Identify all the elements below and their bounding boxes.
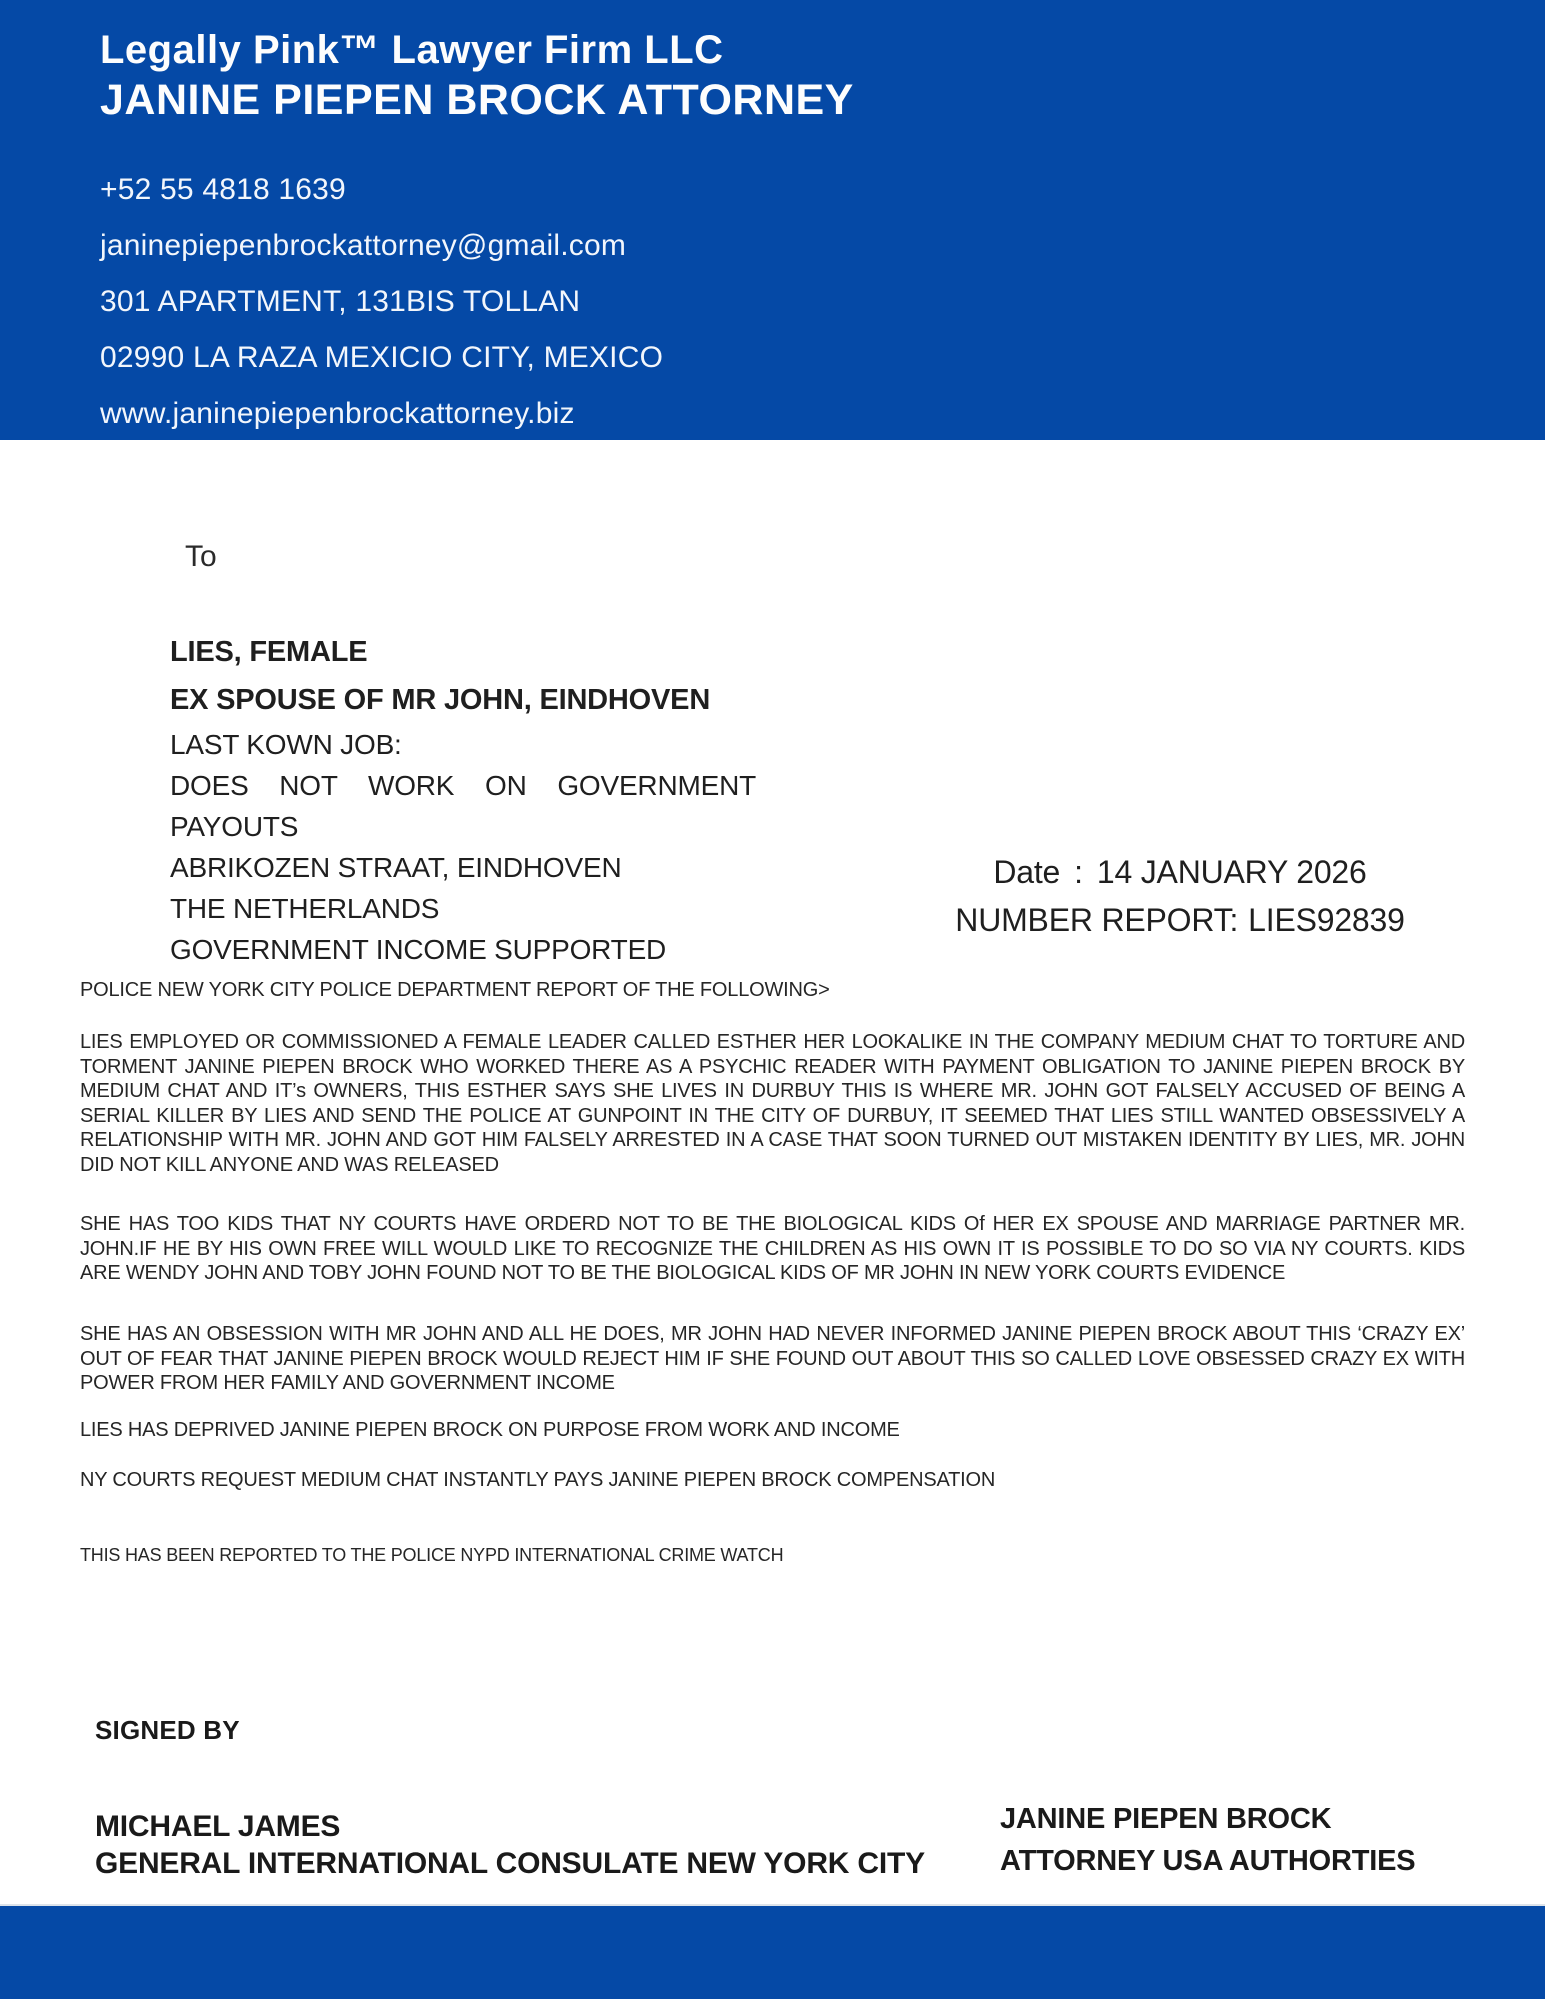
recipient-job-line-2: PAYOUTS <box>170 811 299 842</box>
attorney-signature-name: JANINE PIEPEN BROCK <box>1000 1803 1332 1835</box>
paragraph-accusation: LIES EMPLOYED OR COMMISSIONED A FEMALE LEADER CALLED ESTHER HER LOOKALIKE IN THE COMPANY MEDIUM CHAT TO TORTURE AND TORMENT JANINE PIEPEN BROCK WHO WORKED THERE AS A PSYCHIC READER WITH PAYMENT OBLIGATION TO JANINE PIEPEN BROCK BY MEDIUM CHAT AND IT’s OWNERS, THIS ESTHER SAYS SHE LIVES IN DURBUY THIS IS WHERE MR. JOHN GOT FALSELY ACCUSED OF BEING A SERIAL KILLER BY LIES AND SEND THE POLICE AT GUNPOINT IN THE CITY OF DURBUY, IT SEEMED THAT LIES STILL WANTED OBSESSIVELY A RELATIONSHIP WITH MR. JOHN AND GOT HIM FALSELY ARRESTED IN A CASE THAT SOON TURNED OUT MISTAKEN IDENTITY BY LIES, MR. JOHN DID NOT KILL ANYONE AND WAS RELEASED <box>80 1031 1465 1176</box>
report-label: NUMBER REPORT: <box>955 902 1239 938</box>
report-intro-line: POLICE NEW YORK CITY POLICE DEPARTMENT REPORT OF THE FOLLOWING> <box>80 979 830 1001</box>
address-line-2: 02990 LA RAZA MEXICIO CITY, MEXICO <box>100 341 664 374</box>
attorney-signature-title: ATTORNEY USA AUTHORTIES <box>1000 1845 1416 1877</box>
paragraph-obsession: SHE HAS AN OBSESSION WITH MR JOHN AND ALL HE DOES, MR JOHN HAD NEVER INFORMED JANINE PIEPEN BROCK ABOUT THIS ‘CRAZY EX’ OUT OF FEAR THAT JANINE PIEPEN BROCK WOULD REJECT HIM IF SHE FOUND OUT ABOUT THIS SO CALLED LOVE OBSESSED CRAZY EX WITH POWER FROM HER FAMILY AND GOVERNMENT INCOME <box>80 1323 1465 1394</box>
recipient-address-line: ABRIKOZEN STRAAT, EINDHOVEN <box>170 852 622 883</box>
recipient-income-line: GOVERNMENT INCOME SUPPORTED <box>170 934 667 965</box>
phone-number: +52 55 4818 1639 <box>100 173 346 206</box>
meta-block <box>900 848 1460 944</box>
recipient-name-line: LIES, FEMALE <box>170 636 368 668</box>
date-label: Date <box>993 854 1061 890</box>
report-value: LIES92839 <box>1248 902 1405 938</box>
recipient-job-label: LAST KOWN JOB: <box>170 729 402 760</box>
date-line <box>900 848 1460 896</box>
signer-right-block <box>1000 1798 1480 1882</box>
paragraph-compensation: NY COURTS REQUEST MEDIUM CHAT INSTANTLY PAYS JANINE PIEPEN BROCK COMPENSATION <box>80 1469 996 1491</box>
address-line-1: 301 APARTMENT, 131BIS TOLLAN <box>100 285 581 318</box>
signer-left-block <box>95 1808 925 1882</box>
police-report-footnote: THIS HAS BEEN REPORTED TO THE POLICE NYPD INTERNATIONAL CRIME WATCH <box>80 1545 784 1565</box>
attorney-name: JANINE PIEPEN BROCK ATTORNEY <box>100 76 854 124</box>
signer-name: MICHAEL JAMES <box>95 1810 341 1843</box>
signer-title: GENERAL INTERNATIONAL CONSULATE NEW YORK CITY <box>95 1847 925 1880</box>
signed-by-label: SIGNED BY <box>95 1715 240 1745</box>
date-separator: : <box>1074 854 1083 890</box>
to-label: To <box>185 540 217 573</box>
report-number-line <box>900 896 1460 944</box>
email-address: janinepiepenbrockattorney@gmail.com <box>100 229 627 262</box>
recipient-block <box>170 628 756 970</box>
recipient-spouse-line: EX SPOUSE OF MR JOHN, EINDHOVEN <box>170 684 711 716</box>
contact-block <box>100 162 1485 442</box>
date-value: 14 JANUARY 2026 <box>1096 854 1367 890</box>
footer-bar <box>0 1904 1545 1999</box>
recipient-country-line: THE NETHERLANDS <box>170 893 440 924</box>
recipient-job-line-1: DOES NOT WORK ON GOVERNMENT <box>170 770 756 801</box>
header-banner <box>0 0 1545 440</box>
paragraph-deprivation: LIES HAS DEPRIVED JANINE PIEPEN BROCK ON PURPOSE FROM WORK AND INCOME <box>80 1419 900 1441</box>
firm-name: Legally Pink™ Lawyer Firm LLC <box>100 28 724 72</box>
website-url: www.janinepiepenbrockattorney.biz <box>100 397 575 430</box>
paragraph-kids: SHE HAS TOO KIDS THAT NY COURTS HAVE ORDERD NOT TO BE THE BIOLOGICAL KIDS Of HER EX SPOUSE AND MARRIAGE PARTNER MR. JOHN.IF HE BY HIS OWN FREE WILL WOULD LIKE TO RECOGNIZE THE CHILDREN AS HIS OWN IT IS POSSIBLE TO DO SO VIA NY COURTS. KIDS ARE WENDY JOHN AND TOBY JOHN FOUND NOT TO BE THE BIOLOGICAL KIDS OF MR JOHN IN NEW YORK COURTS EVIDENCE <box>80 1213 1465 1284</box>
